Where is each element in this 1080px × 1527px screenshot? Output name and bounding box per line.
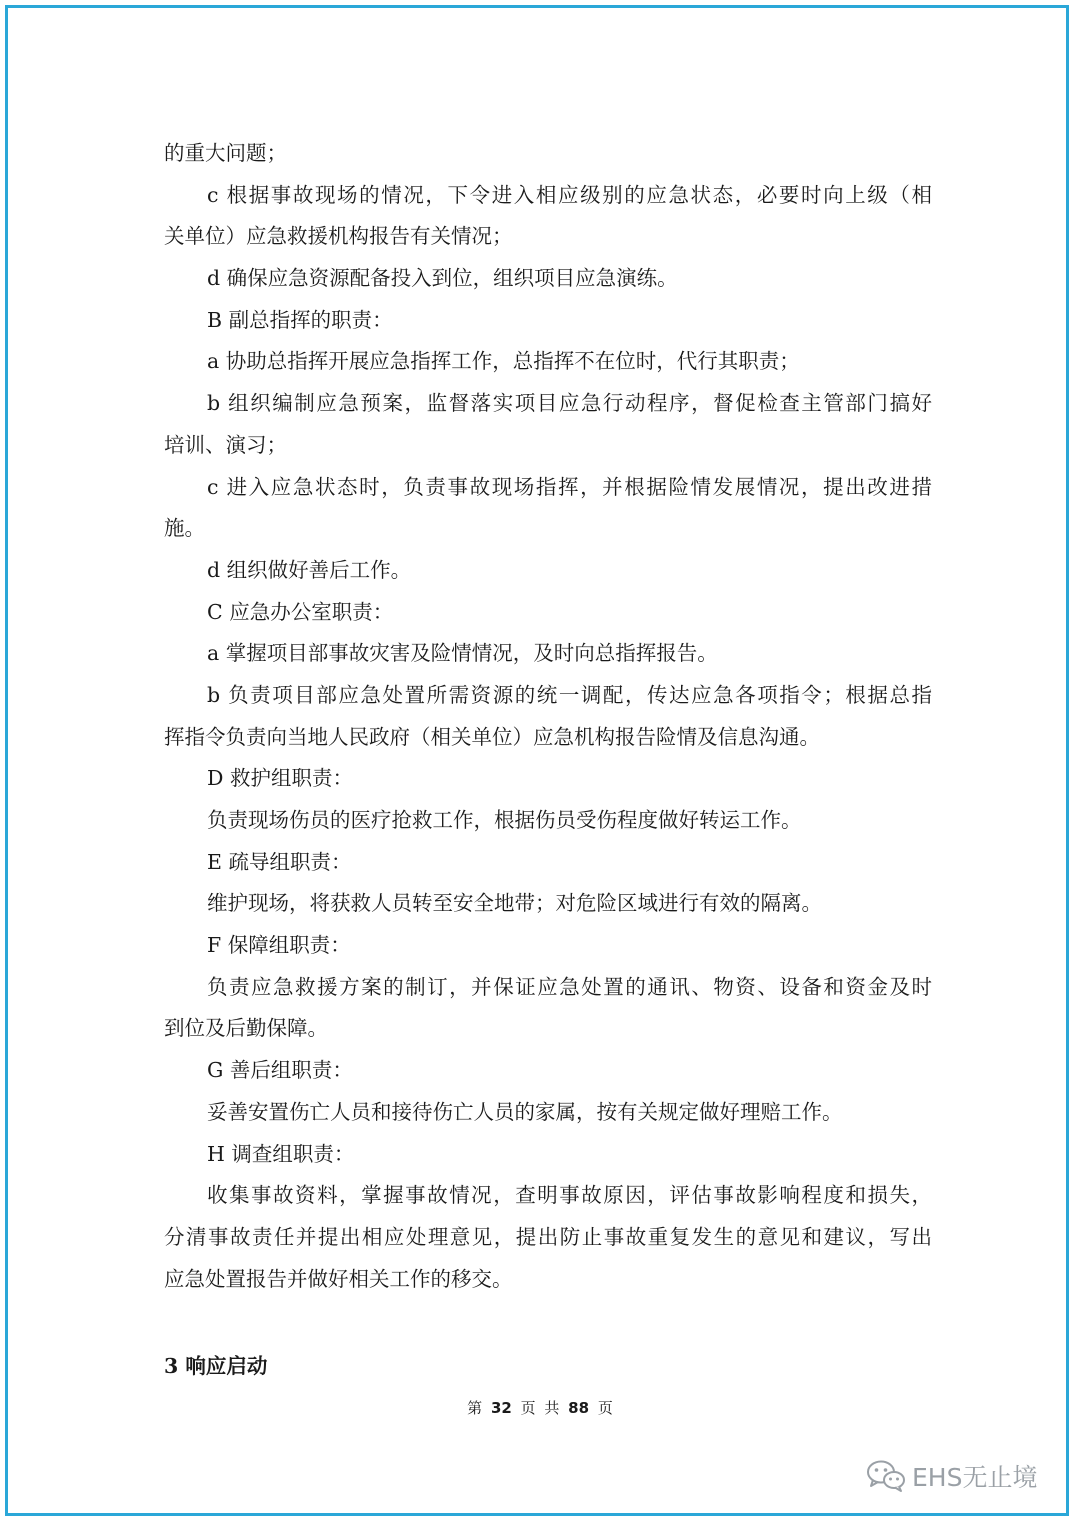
text-line: 培训、演习；: [164, 432, 287, 457]
text-line: a 协助总指挥开展应急指挥工作，总指挥不在位时，代行其职责；: [207, 349, 800, 374]
text-line: E 疏导组职责：: [207, 849, 352, 874]
text-line: 的重大问题；: [164, 141, 287, 165]
text-line: 维护现场，将获救人员转至安全地带；对危险区域进行有效的隔离。: [207, 891, 822, 916]
footer-total-pages: 88: [568, 1399, 590, 1417]
text-line: 妥善安置伤亡人员和接待伤亡人员的家属，按有关规定做好理赔工作。: [207, 1099, 843, 1124]
document-body: [164, 133, 932, 1300]
text-line: d 确保应急资源配备投入到位，组织项目应急演练。: [207, 266, 678, 291]
text-line: F 保障组职责：: [207, 933, 351, 958]
text-line: 收集事故资料，掌握事故情况，查明事故原因，评估事故影响程度和损失，: [207, 1183, 932, 1208]
text-line: b 负责项目部应急处置所需资源的统一调配，传达应急各项指令；根据总指: [207, 682, 932, 707]
text-line: H 调查组职责：: [207, 1141, 355, 1166]
text-line: 负责应急救援方案的制订，并保证应急处置的通讯、物资、设备和资金及时: [207, 974, 932, 999]
text-line: d 组织做好善后工作。: [207, 557, 412, 582]
text-line: b 组织编制应急预案，监督落实项目应急行动程序，督促检查主管部门搞好: [207, 391, 932, 416]
page-footer: [0, 1394, 1080, 1422]
text-line: c 进入应急状态时，负责事故现场指挥，并根据险情发展情况，提出改进措: [207, 474, 932, 499]
footer-suffix: 页: [597, 1399, 613, 1417]
text-line: 关单位）应急救援机构报告有关情况；: [164, 224, 513, 249]
footer-page-number: 32: [490, 1399, 512, 1417]
text-line: G 善后组职责：: [207, 1058, 353, 1083]
text-line: 负责现场伤员的医疗抢救工作，根据伤员受伤程度做好转运工作。: [207, 808, 802, 832]
watermark: [866, 1458, 1037, 1494]
footer-middle: 页 共: [520, 1399, 560, 1417]
text-line: 施。: [164, 516, 205, 541]
footer-prefix: 第: [467, 1399, 483, 1417]
watermark-text: EHS无止境: [912, 1463, 1038, 1492]
text-line: 到位及后勤保障。: [164, 1016, 328, 1041]
section-heading: 3 响应启动: [164, 1354, 268, 1378]
text-line: D 救护组职责：: [207, 766, 353, 791]
text-line: 应急处置报告并做好相关工作的移交。: [164, 1266, 513, 1291]
text-line: 分清事故责任并提出相应处理意见，提出防止事故重复发生的意见和建议，写出: [164, 1224, 932, 1249]
text-line: 挥指令负责向当地人民政府（相关单位）应急机构报告险情及信息沟通。: [164, 724, 820, 749]
text-line: a 掌握项目部事故灾害及险情情况，及时向总指挥报告。: [207, 641, 718, 666]
text-line: c 根据事故现场的情况，下令进入相应级别的应急状态，必要时向上级（相: [207, 182, 932, 207]
wechat-icon: [866, 1459, 906, 1493]
text-line: B 副总指挥的职责：: [207, 307, 393, 332]
text-line: C 应急办公室职责：: [207, 599, 394, 624]
